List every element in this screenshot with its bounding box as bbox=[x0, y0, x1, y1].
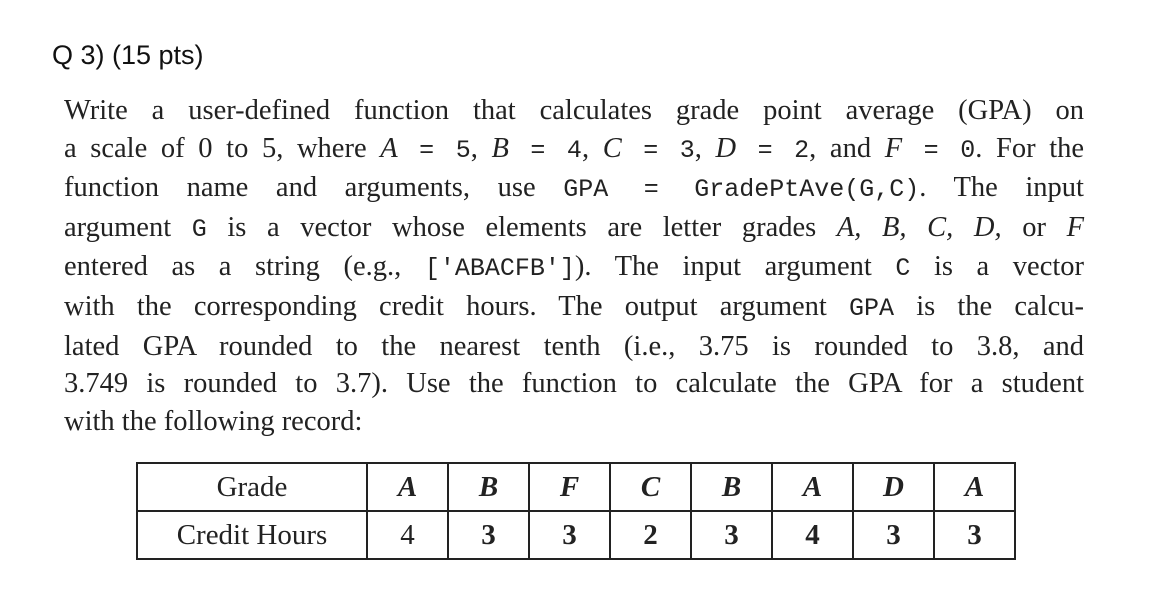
grade-cell: A bbox=[934, 463, 1015, 511]
problem-line-4: argument G is a vector whose elements are letter grades A, B, C, D, or F bbox=[64, 211, 1084, 244]
grade-cell: D bbox=[853, 463, 934, 511]
credit-hours-cell: 2 bbox=[610, 511, 691, 559]
problem-line-2: a scale of 0 to 5, where A = 5, B = 4, C = 3, D = 2, and F = 0. For the bbox=[64, 132, 1085, 165]
problem-line-8: 3.749 is rounded to 3.7). Use the function to calculate the GPA for a student bbox=[64, 368, 1084, 400]
grade-cell: F bbox=[529, 463, 610, 511]
problem-line-9: with the following record: bbox=[64, 405, 363, 437]
grade-cell: B bbox=[448, 463, 529, 511]
grade-cell: A bbox=[367, 463, 448, 511]
credit-hours-cell: 3 bbox=[691, 511, 772, 559]
problem-line-3: function name and arguments, use GPA = GradePtAve(G,C). The input bbox=[64, 172, 1084, 205]
credit-hours-cell: 3 bbox=[448, 511, 529, 559]
grade-row-header: Grade bbox=[137, 463, 367, 511]
credit-hours-cell: 3 bbox=[934, 511, 1015, 559]
grade-cell: A bbox=[772, 463, 853, 511]
credit-hours-cell: 4 bbox=[367, 511, 448, 559]
student-record-table bbox=[136, 462, 1016, 560]
credit-hours-cell: 3 bbox=[853, 511, 934, 559]
credit-hours-cell: 4 bbox=[772, 511, 853, 559]
example-string-code: ['ABACFB'] bbox=[424, 254, 575, 284]
credit-hours-row-header: Credit Hours bbox=[137, 511, 367, 559]
function-signature-code: GPA = GradePtAve(G,C) bbox=[563, 175, 920, 205]
grade-row bbox=[137, 463, 1015, 511]
grade-cell: B bbox=[691, 463, 772, 511]
credit-hours-cell: 3 bbox=[529, 511, 610, 559]
credit-hours-row bbox=[137, 511, 1015, 559]
problem-statement bbox=[64, 92, 1084, 440]
grade-cell: C bbox=[610, 463, 691, 511]
problem-line-5: entered as a string (e.g., ['ABACFB']). The input argument C is a vector bbox=[64, 251, 1084, 284]
question-header: Q 3) (15 pts) bbox=[52, 40, 204, 70]
problem-line-6: with the corresponding credit hours. The output argument GPA is the calcu- bbox=[64, 290, 1084, 323]
problem-line-1: Write a user-defined function that calculates grade point average (GPA) on bbox=[64, 95, 1084, 126]
problem-line-7: lated GPA rounded to the nearest tenth (i.e., 3.75 is rounded to 3.8, and bbox=[64, 330, 1084, 362]
